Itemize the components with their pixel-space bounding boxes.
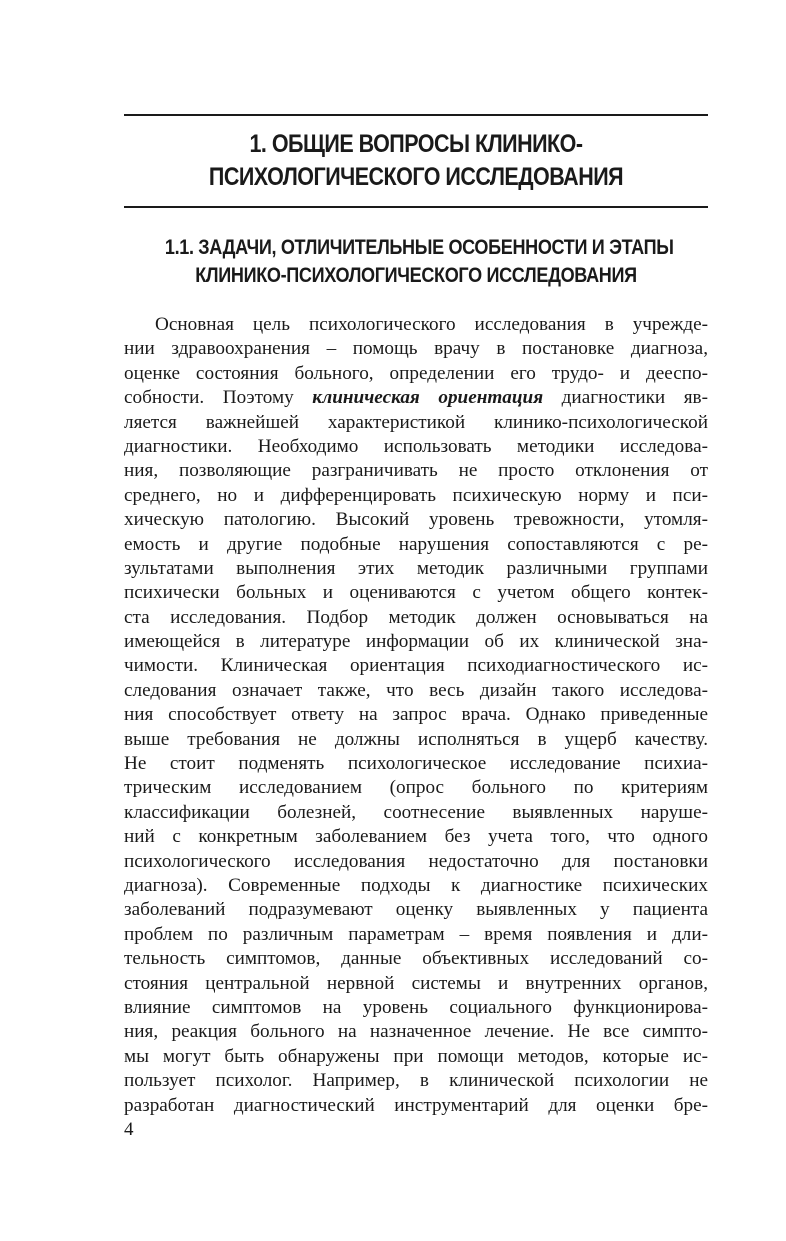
text-line: среднего, но и дифференцировать психическую норму и пси-	[124, 484, 708, 506]
page-number: 4	[124, 1119, 134, 1140]
text-line: ляется важнейшей характеристикой клинико-психологической	[124, 411, 708, 433]
text-line: стояния центральной нервной системы и внутренних органов,	[124, 972, 708, 994]
text-line: разработан диагностический инструментарий для оценки бре-	[124, 1094, 708, 1116]
text-line: Не стоит подменять психологическое исследование психиа-	[124, 753, 708, 775]
text-line: следования означает также, что весь дизайн такого исследова-	[124, 679, 708, 701]
text-line: ния, реакция больного на назначенное лечение. Не все симпто-	[124, 1021, 708, 1043]
text-line: ний с конкретным заболеванием без учета того, что одного	[124, 826, 708, 848]
text-line: мы могут быть обнаружены при помощи методов, которые ис-	[124, 1045, 708, 1067]
section-title-line-2: КЛИНИКО-ПСИХОЛОГИЧЕСКОГО ИССЛЕДОВАНИЯ	[195, 264, 637, 287]
emphasized-term: клиническая ориентация	[312, 387, 544, 409]
text-line: диагноза). Современные подходы к диагностике психических	[124, 874, 708, 896]
text-line: оценке состояния больного, определении его трудо- и дееспо-	[124, 362, 708, 384]
chapter-title-line-2: ПСИХОЛОГИЧЕСКОГО ИССЛЕДОВАНИЯ	[208, 163, 624, 191]
text-line: тельность симптомов, данные объективных исследований со-	[124, 948, 708, 970]
text-line: зультатами выполнения этих методик различными группами	[124, 557, 708, 579]
text-line: проблем по различным параметрам – время появления и дли-	[124, 923, 708, 945]
text-line: ста исследования. Подбор методик должен основываться на	[124, 606, 708, 628]
text-line: выше требования не должны исполняться в ущерб качеству.	[124, 728, 708, 750]
text-line: диагностики. Необходимо использовать методики исследова-	[124, 435, 708, 457]
text-line: заболеваний подразумевают оценку выявленных у пациента	[124, 899, 708, 921]
text-line	[124, 386, 708, 410]
section-title	[164, 234, 674, 290]
text-line: емость и другие подобные нарушения сопоставляются с ре-	[124, 533, 708, 555]
chapter-bottom-rule	[124, 206, 708, 208]
text-line: ния, позволяющие разграничивать не просто отклонения от	[124, 460, 708, 482]
text-line: Основная цель психологического исследования в учрежде-	[155, 314, 708, 335]
body-paragraph	[124, 313, 708, 1118]
text-line: нии здравоохранения – помощь врачу в постановке диагноза,	[124, 338, 708, 360]
text-line: чимости. Клиническая ориентация психодиагностического ис-	[124, 655, 708, 677]
text-line: пользует психолог. Например, в клинической психологии не	[124, 1070, 708, 1092]
chapter-top-rule	[124, 114, 708, 116]
text-line: психически больных и оцениваются с учетом общего контек-	[124, 582, 708, 604]
text-line: психологического исследования недостаточно для постановки	[124, 850, 708, 872]
chapter-title	[165, 128, 667, 194]
text-line: имеющейся в литературе информации об их клинической зна-	[124, 631, 708, 653]
text-line: хическую патологию. Высокий уровень тревожности, утомля-	[124, 509, 708, 531]
section-title-line-1: 1.1. ЗАДАЧИ, ОТЛИЧИТЕЛЬНЫЕ ОСОБЕННОСТИ И ЭТАПЫ	[164, 236, 674, 259]
chapter-title-line-1: 1. ОБЩИЕ ВОПРОСЫ КЛИНИКО-	[249, 130, 583, 158]
text-line: влияние симптомов на уровень социального функционирова-	[124, 996, 708, 1018]
text-line: ния способствует ответу на запрос врача. Однако приведенные	[124, 704, 708, 726]
text-fragment: собности. Поэтому	[124, 387, 313, 409]
text-line: классификации болезней, соотнесение выявленных наруше-	[124, 801, 708, 823]
text-fragment: диагностики яв-	[543, 387, 708, 409]
text-line: трическим исследованием (опрос больного по критериям	[124, 777, 708, 799]
